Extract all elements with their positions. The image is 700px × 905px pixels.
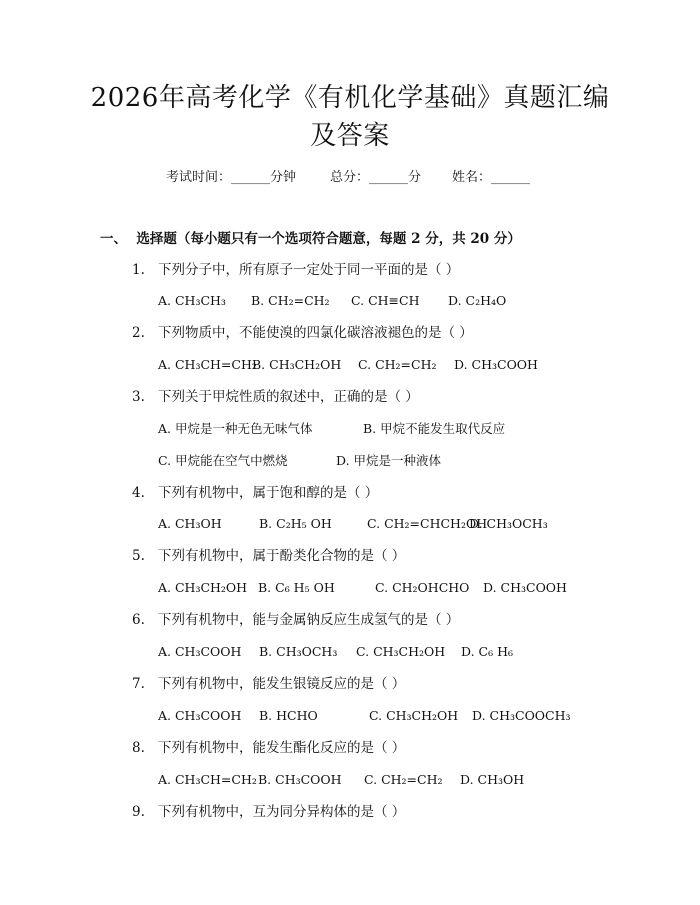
option-c: C. CH₂OHCHO — [375, 580, 470, 595]
question-number: 4. — [132, 485, 145, 501]
option-c: C. CH≡CH — [351, 293, 420, 308]
question-2 — [0, 323, 700, 343]
option-a: A. CH₃CH₃ — [158, 293, 226, 308]
exam-time-field: 考试时间：______分钟 — [166, 170, 297, 185]
option-c: C. CH₂=CH₂ — [358, 357, 437, 372]
question-2-options — [0, 355, 700, 375]
question-4-options — [0, 514, 700, 534]
option-d: D. CH₃OH — [460, 772, 525, 787]
option-c: C. CH₂=CH₂ — [364, 772, 443, 787]
option-b: B. C₆ H₅ OH — [258, 580, 335, 595]
question-stem: 下列有机物中，能与金属钠反应生成氢气的是（ ） — [158, 612, 460, 628]
option-b: B. HCHO — [259, 708, 318, 723]
question-stem: 下列物质中，不能使溴的四氯化碳溶液褪色的是（ ） — [158, 325, 473, 341]
option-d: D. CH₃COOH — [483, 580, 567, 595]
question-stem: 下列有机物中，属于饱和醇的是（ ） — [158, 485, 379, 501]
question-3 — [0, 387, 700, 407]
exam-title-line1: 2026年高考化学《有机化学基础》真题汇编 — [90, 83, 610, 113]
question-number: 2. — [132, 325, 145, 341]
question-6 — [0, 610, 700, 630]
question-1-options — [0, 291, 700, 311]
option-d: D. C₆ H₆ — [461, 644, 513, 659]
option-d: D. CH₃COOCH₃ — [472, 708, 571, 723]
option-b: B. CH₂=CH₂ — [251, 293, 330, 308]
question-number: 1. — [132, 262, 145, 278]
question-stem: 下列有机物中，互为同分异构体的是（ ） — [158, 804, 406, 820]
question-stem: 下列有机物中，能发生酯化反应的是（ ） — [158, 740, 406, 756]
option-b: B. CH₃OCH₃ — [259, 644, 338, 659]
option-a: A. CH₃COOH — [158, 644, 242, 659]
option-c: C. CH₂=CHCH₂OH — [367, 516, 488, 531]
question-number: 3. — [132, 389, 145, 405]
question-6-options — [0, 642, 700, 662]
option-b: B. 甲烷不能发生取代反应 — [363, 421, 506, 436]
option-c: C. CH₃CH₂OH — [369, 708, 459, 723]
option-c: C. 甲烷能在空气中燃烧 — [158, 453, 288, 468]
question-number: 9. — [132, 804, 145, 820]
question-number: 8. — [132, 740, 145, 756]
section-heading-multiple-choice: 一、 选择题（每小题只有一个选项符合题意，每题 2 分，共 20 分） — [100, 231, 521, 247]
question-9 — [0, 802, 700, 822]
option-b: B. CH₃CH₂OH — [252, 357, 342, 372]
total-score-field: 总分：______分 — [330, 170, 422, 185]
question-number: 5. — [132, 548, 145, 564]
question-3-options-row2 — [0, 451, 700, 471]
question-7-options — [0, 706, 700, 726]
exam-title-line2: 及答案 — [310, 121, 390, 151]
option-d: D. CH₃OCH₃ — [469, 516, 548, 531]
option-b: B. C₂H₅ OH — [259, 516, 332, 531]
question-number: 6. — [132, 612, 145, 628]
question-3-options-row1 — [0, 419, 700, 439]
option-a: A. CH₃OH — [158, 516, 222, 531]
question-8-options — [0, 770, 700, 790]
option-d: D. CH₃COOH — [454, 357, 538, 372]
question-stem: 下列有机物中，能发生银镜反应的是（ ） — [158, 676, 406, 692]
question-8 — [0, 738, 700, 758]
question-stem: 下列分子中，所有原子一定处于同一平面的是（ ） — [158, 262, 460, 278]
question-number: 7. — [132, 676, 145, 692]
option-a: A. CH₃CH=CH₂ — [158, 772, 257, 787]
question-stem: 下列关于甲烷性质的叙述中，正确的是（ ） — [158, 389, 419, 405]
option-a: A. CH₃COOH — [158, 708, 242, 723]
option-d: D. C₂H₄O — [448, 293, 507, 308]
option-c: C. CH₃CH₂OH — [356, 644, 446, 659]
question-7 — [0, 674, 700, 694]
question-1 — [0, 260, 700, 280]
question-stem: 下列有机物中，属于酚类化合物的是（ ） — [158, 548, 406, 564]
option-a: A. CH₃CH=CH₂ — [158, 357, 257, 372]
question-5 — [0, 546, 700, 566]
option-a: A. 甲烷是一种无色无味气体 — [158, 421, 313, 436]
student-name-field: 姓名：______ — [452, 170, 531, 185]
question-4 — [0, 483, 700, 503]
option-a: A. CH₃CH₂OH — [158, 580, 248, 595]
option-b: B. CH₃COOH — [258, 772, 342, 787]
question-5-options — [0, 578, 700, 598]
option-d: D. 甲烷是一种液体 — [336, 453, 442, 468]
